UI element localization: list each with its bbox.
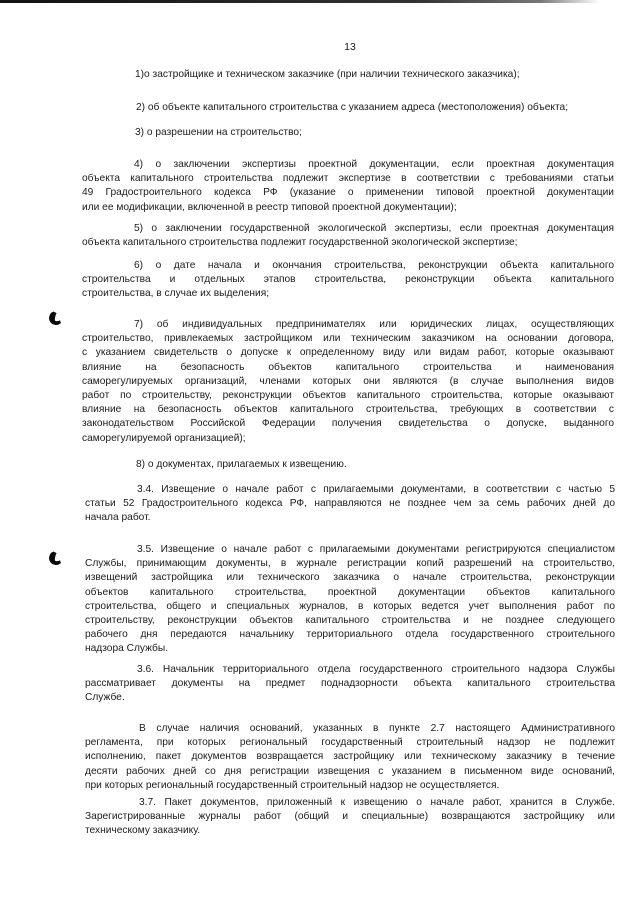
list-item-4: 4) о заключении экспертизы проектной документации, если проектная документация объекта капитального строительства подлежит экспертизе в соответствии с требованиями статьи 49 Градостроительного кодекса РФ (указание о применении типовой проектной документации или ее модификации, включенной в реестр типовой проектной документации); xyxy=(82,159,614,213)
list-item-6: 6) о дате начала и окончания строительства, реконструкции объекта капитального строительства и отдельных этапов строительства, реконструкции объекта капитального строительства, в случае их выделения; xyxy=(82,260,614,300)
scan-top-line xyxy=(0,0,600,3)
list-item-2: 2) об объекте капитального строительства с указанием адреса (местоположения) объекта; xyxy=(136,102,569,113)
section-3-4: 3.4. Извещение о начале работ с прилагаемыми документами, в соответствии с частью 5 статьи 52 Градостроительного кодекса РФ, направляются не позднее чем за семь рабочих дней до начала работ. xyxy=(85,484,615,524)
list-item-1: 1)о застройщике и техническом заказчике (при наличии технического заказчика); xyxy=(135,69,520,80)
section-3-6: 3.6. Начальник территориального отдела государственного строительного надзора Службы рассматривает документы на предмет поднадзорности объекта капитального строительства Службе. xyxy=(85,664,615,704)
hole-punch-mark-1 xyxy=(48,310,64,326)
list-item-3: 3) о разрешении на строительство; xyxy=(135,127,302,138)
list-item-5: 5) о заключении государственной экологической экспертизы, если проектная документация объекта капитального строительства подлежит государственной экологической экспертизе; xyxy=(82,223,614,249)
section-3-5: 3.5. Извещение о начале работ с прилагаемыми документами регистрируются специалистом Службы, принимающим документы, в журнале регистрации копий разрешений на строительство, извещений застройщика или технического заказчика о начале строительства, реконструкции объектов капитального строительства, проектной документации объектов капитального строительства, общего и специальных журналов, в которых ведется учет выполнения работ по строительству, реконструкции объектов капитального строительства и не позднее следующего рабочего дня передаются начальнику территориального отдела государственного строительного надзора Службы. xyxy=(85,544,615,655)
list-item-8: 8) о документах, прилагаемых к извещению. xyxy=(136,459,347,470)
section-3-6-grounds: В случае наличия оснований, указанных в пункте 2.7 настоящего Административного регламента, при которых региональный государственный строительный надзор не подлежит исполнению, пакет документов возвращается застройщику или техническому заказчику в течение десяти рабочих дней со дня регистрации извещения с указанием в письменном виде оснований, при которых региональный государственный строительный надзор не осуществляется. xyxy=(85,723,615,791)
hole-punch-mark-2 xyxy=(48,550,64,566)
page-number: 13 xyxy=(344,41,356,53)
section-3-7: 3.7. Пакет документов, приложенный к извещению о начале работ, хранится в Службе. Зарегистрированные журналы работ (общий и специальные) возвращаются застройщику или техническому заказчику. xyxy=(85,797,615,837)
list-item-7: 7) об индивидуальных предпринимателях или юридических лицах, осуществляющих строительство, привлекаемых застройщиком или техническим заказчиком на основании договора, с указанием свидетельств о допуске к определенному виду или видам работ, которые оказывают влияние на безопасность объектов капитального строительства и наименования саморегулируемых организаций, членами которых они являются (в случае выполнения видов работ по строительству, реконструкции объектов капитального строительства, которые оказывают влияние на безопасность объектов капитального строительства, требующих в соответствии с законодательством Российской Федерации получения свидетельства о допуске, выданного саморегулируемой организацией); xyxy=(82,319,614,444)
